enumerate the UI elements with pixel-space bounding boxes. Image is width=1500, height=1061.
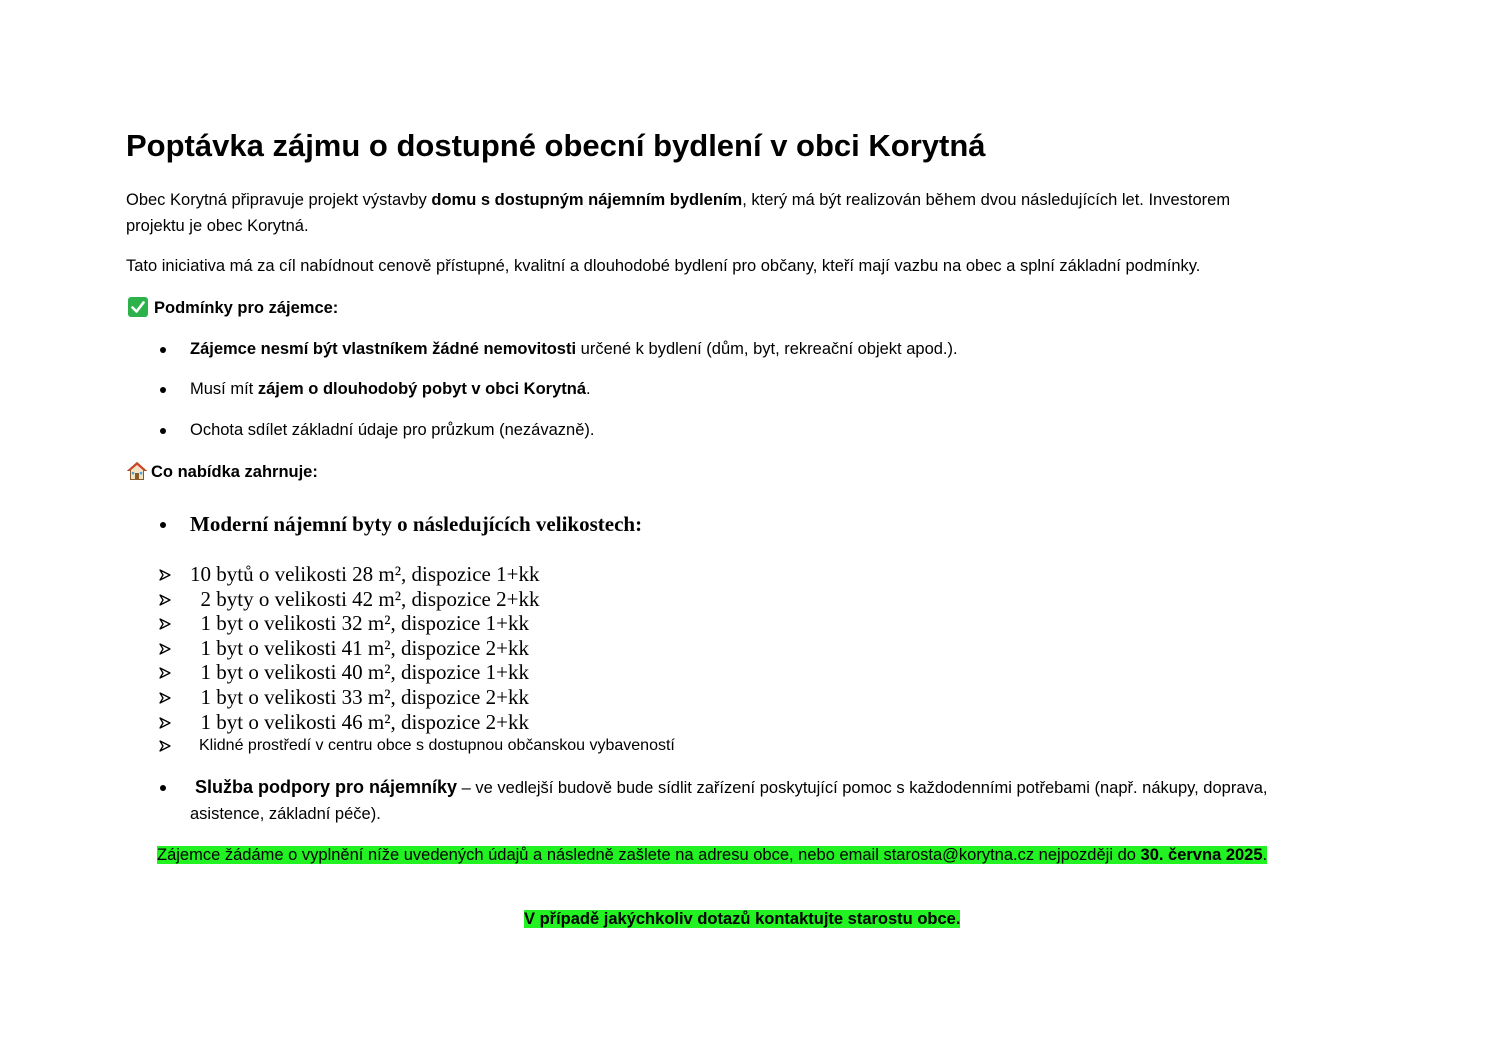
- condition-item: [190, 376, 591, 402]
- support-item: [190, 774, 1268, 827]
- contact-text: V případě jakýchkoliv dotazů kontaktujte starostu obce.: [524, 910, 961, 928]
- arrow-bullet-icon: [159, 569, 171, 581]
- condition-item: [190, 417, 594, 443]
- arrow-bullet-icon: [159, 717, 171, 729]
- apartment-item: 1 byt o velikosti 40 m², dispozice 1+kk: [190, 660, 529, 685]
- arrow-bullet-icon: [159, 667, 171, 679]
- condition-text: Ochota sdílet základní údaje pro průzkum (nezávazně).: [190, 421, 595, 439]
- apartment-item: 1 byt o velikosti 46 m², dispozice 2+kk: [190, 709, 529, 734]
- apartment-item: 1 byt o velikosti 41 m², dispozice 2+kk: [190, 635, 529, 660]
- request-text: Zájemce žádáme o vyplnění níže uvedených údajů a následně zašlete na adresu obce, nebo email starosta@korytna.cz nejpozději do: [157, 846, 1141, 864]
- contact-note: [524, 906, 960, 932]
- offer-heading: [127, 459, 318, 485]
- intro-text-2: , který má být realizován během dvou následujících let. Investorem: [742, 191, 1231, 209]
- support-bold: Služba podpory pro nájemníky: [195, 777, 458, 797]
- intro-text: Obec Korytná připravuje projekt výstavby: [126, 191, 432, 209]
- apartment-item: 10 bytů o velikosti 28 m², dispozice 1+kk: [190, 562, 540, 586]
- bullet-icon: [160, 387, 166, 393]
- condition-bold: zájem o dlouhodobý pobyt v obci Korytná: [257, 380, 587, 398]
- intro-paragraph: [126, 187, 1230, 239]
- request-deadline: 30. června 2025: [1140, 846, 1263, 864]
- request-paragraph: [157, 842, 1267, 868]
- check-mark-icon: [128, 297, 148, 317]
- arrow-bullet-icon: [159, 740, 171, 752]
- intro-bold: domu s dostupným nájemním bydlením: [431, 191, 743, 209]
- condition-text: určené k bydlení (dům, byt, rekreační objekt apod.).: [576, 340, 958, 358]
- condition-item: [190, 336, 958, 362]
- condition-bold: Zájemce nesmí být vlastníkem žádné nemovitosti: [190, 340, 577, 358]
- arrow-bullet-icon: [159, 594, 171, 606]
- support-line-2: asistence, základní péče).: [190, 805, 381, 823]
- condition-text: Musí mít: [190, 380, 258, 398]
- condition-text: .: [586, 380, 591, 398]
- house-icon: [127, 461, 147, 481]
- bullet-icon: [160, 785, 166, 791]
- request-end: .: [1262, 846, 1268, 864]
- apartment-item: 1 byt o velikosti 33 m², dispozice 2+kk: [190, 685, 529, 709]
- bullet-icon: [160, 522, 166, 528]
- environment-item: Klidné prostředí v centru obce s dostupnou občanskou vybaveností: [199, 737, 675, 754]
- support-text: – ve vedlejší budově bude sídlit zařízení poskytující pomoc s každodenními potřebami (např. nákupy, doprava,: [457, 779, 1268, 797]
- aim-paragraph: Tato iniciativa má za cíl nabídnout cenově přístupné, kvalitní a dlouhodobé bydlení pro občany, kteří mají vazbu na obec a splní základní podmínky.: [126, 257, 1201, 275]
- apartment-item: 2 byty o velikosti 42 m², dispozice 2+kk: [190, 586, 540, 611]
- bullet-icon: [160, 347, 166, 353]
- arrow-bullet-icon: [159, 618, 171, 630]
- offer-heading-text: Co nabídka zahrnuje:: [151, 463, 318, 481]
- bullet-icon: [160, 428, 166, 434]
- apartments-heading: Moderní nájemní byty o následujících velikostech:: [190, 512, 643, 536]
- apartment-item: 1 byt o velikosti 32 m², dispozice 1+kk: [190, 611, 529, 636]
- page-title: Poptávka zájmu o dostupné obecní bydlení v obci Korytná: [126, 128, 986, 163]
- conditions-heading: [128, 295, 338, 321]
- intro-line-2: projektu je obec Korytná.: [126, 217, 309, 235]
- arrow-bullet-icon: [159, 692, 171, 704]
- conditions-heading-text: Podmínky pro zájemce:: [154, 299, 339, 317]
- arrow-bullet-icon: [159, 643, 171, 655]
